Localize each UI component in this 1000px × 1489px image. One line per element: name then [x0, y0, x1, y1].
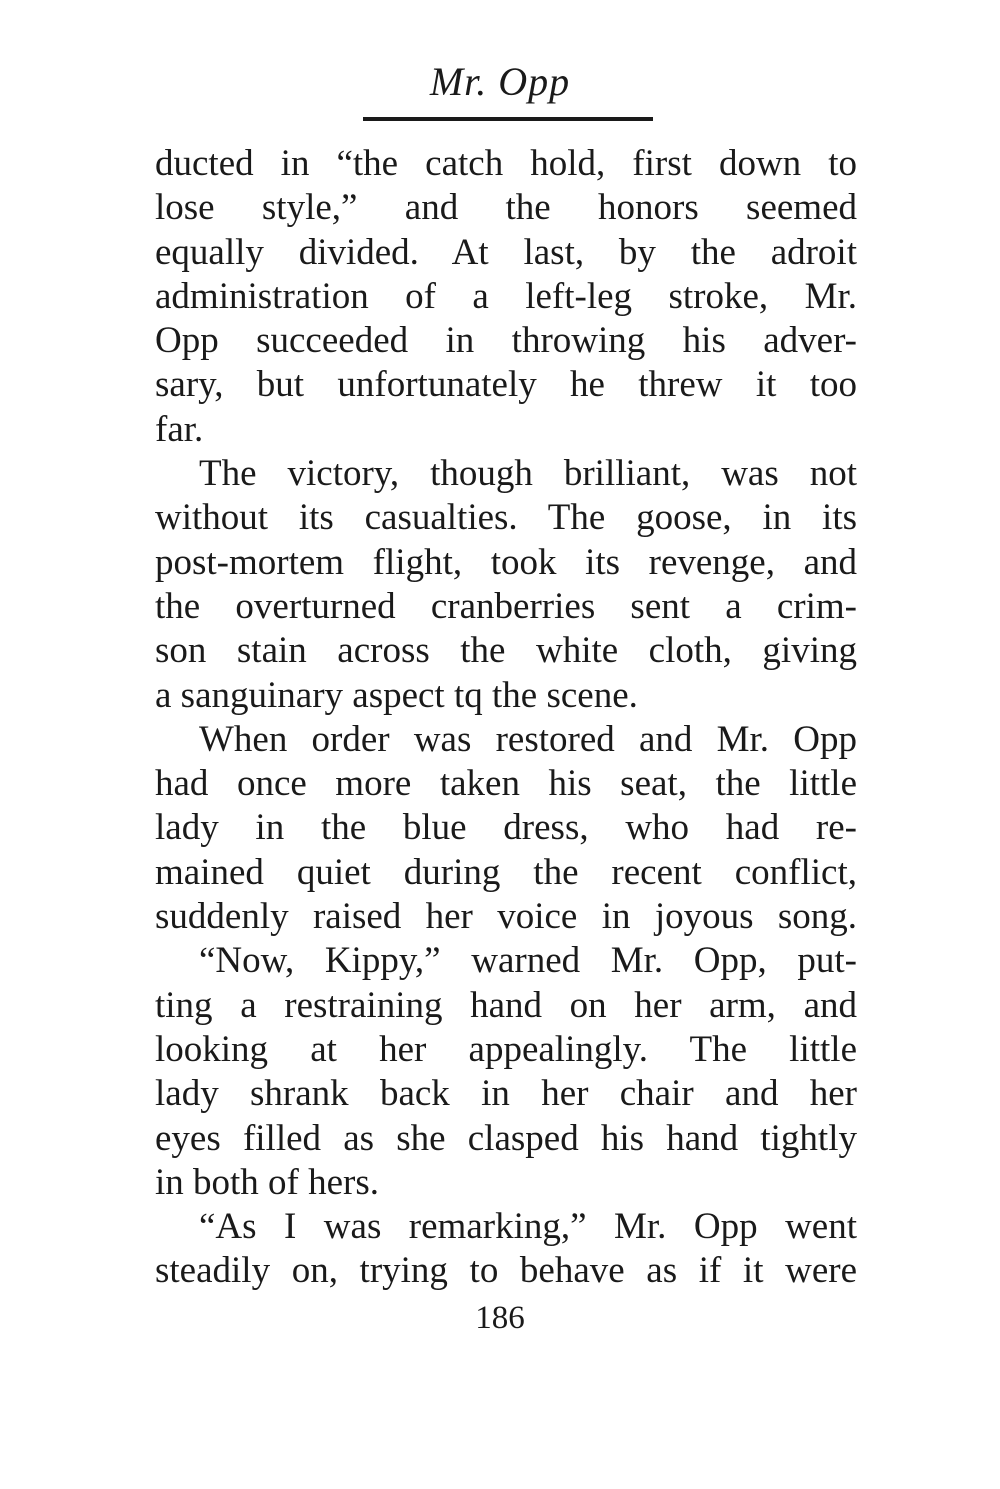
text-line: a sanguinary aspect tq the scene.: [155, 674, 638, 716]
text-line: lose style,” and the honors seemed: [155, 187, 857, 229]
text-line: mained quiet during the recent conflict,: [155, 851, 857, 893]
text-line: steadily on, trying to behave as if it were: [155, 1250, 857, 1292]
body-text: [155, 142, 857, 1294]
text-line: looking at her appealingly. The little: [155, 1028, 857, 1070]
text-line: Opp succeeded in throwing his adver-: [155, 320, 857, 362]
text-line: “As I was remarking,” Mr. Opp went: [199, 1206, 857, 1248]
text-line: eyes filled as she clasped his hand tightly: [155, 1117, 857, 1159]
text-line: the overturned cranberries sent a crim-: [155, 585, 857, 627]
text-line: in both of hers.: [155, 1161, 380, 1203]
text-line: without its casualties. The goose, in its: [155, 497, 857, 539]
text-line: lady shrank back in her chair and her: [155, 1073, 857, 1115]
text-line: administration of a left-leg stroke, Mr.: [155, 275, 857, 317]
text-line: suddenly raised her voice in joyous song.: [155, 896, 857, 938]
text-line: sary, but unfortunately he threw it too: [155, 364, 857, 406]
text-line: When order was restored and Mr. Opp: [199, 718, 857, 760]
text-line: had once more taken his seat, the little: [155, 763, 857, 805]
text-line: equally divided. At last, by the adroit: [155, 231, 857, 273]
header-rule: [363, 117, 653, 121]
text-line: lady in the blue dress, who had re-: [155, 807, 857, 849]
running-head: Mr. Opp: [429, 59, 571, 104]
text-line: The victory, though brilliant, was not: [199, 453, 857, 495]
text-line: “Now, Kippy,” warned Mr. Opp, put-: [199, 940, 857, 982]
text-line: son stain across the white cloth, giving: [155, 630, 857, 672]
page-number: 186: [475, 1300, 525, 1336]
text-line: ting a restraining hand on her arm, and: [155, 984, 857, 1026]
text-line: post-mortem flight, took its revenge, and: [155, 541, 857, 583]
text-line: far.: [155, 408, 204, 450]
text-line: ducted in “the catch hold, first down to: [155, 143, 857, 184]
